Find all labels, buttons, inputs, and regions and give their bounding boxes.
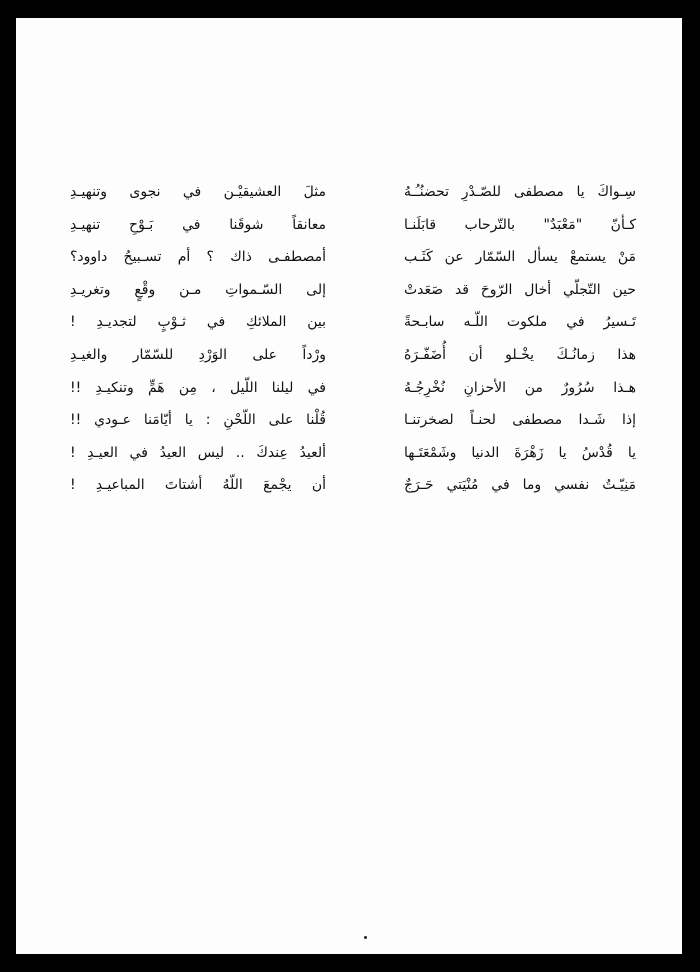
verse-right-5: تَـسيرُ في ملكوت اللّـه سابـحةً <box>404 314 636 331</box>
verse-right-9: يا قُدْسُ يا زَهْرَةَ الدنيا وشَمْعَتَـها <box>404 444 636 461</box>
verse-right-3: مَنْ يستمعْ يسأل السّمّار عن كَثَـب <box>404 249 636 266</box>
verse-left-1: مثلَ العشيقيْـن في نجوى وتنهيـدِ <box>70 184 326 200</box>
verse-left-9: ألعيدُ عِندكَ .. ليس العيدُ في العيـدِ ! <box>70 444 326 461</box>
verse-left-6: ورْداً على الوَرْدِ للسّمّار والغيـدِ <box>70 346 326 363</box>
poem-left-column <box>70 183 326 509</box>
scanned-page <box>16 18 682 954</box>
scan-speck <box>364 936 367 939</box>
verse-left-10: أن يجْمعَ اللّهُ أشتاتَ المباعيـدِ ! <box>70 477 326 494</box>
verse-left-4: إلى السّـمواتِ مـن وقْعٍ وتغريـدِ <box>70 281 326 298</box>
verse-right-7: هـذا سُرُورٌ من الأحزانِ نُخْرِجُـهُ <box>404 379 636 396</box>
verse-left-7: في ليلنا اللّيل ، مِن هَمٍّ وتنكيـدِ !! <box>70 379 326 396</box>
verse-right-4: حين التّجلّي أخال الرّوحَ قد صَعَدتْ <box>404 281 636 298</box>
verse-right-10: مَنِيّـتُ نفسي وما في مُنْيَتي حَـرَجٌ <box>404 477 636 494</box>
verse-right-6: هذا زمانُـكَ يخْـلو أن أُضَفّـرَهُ <box>404 346 636 363</box>
verse-right-8: إذا شَـدا مصطفى لحنـاً لصخرتنـا <box>404 412 636 429</box>
poem-right-column <box>404 183 636 509</box>
verse-right-2: كـأنّ "مَعْبَدٌ" بالتّرحاب قابَلَنـا <box>404 216 636 233</box>
verse-left-8: قُلْنا على اللّحْنِ : يا أيّامَنا عـودي !! <box>70 412 326 429</box>
verse-left-3: أمصطفـى ذاك ؟ أم تسـبيحُ داوود؟ <box>70 249 326 266</box>
verse-right-1: سِـواكَ يا مصطفى للصّـدْرِ تحضنُـُـهُ <box>404 184 636 200</box>
verse-left-5: بين الملائكِ في ثـوْبٍ لتجديـدِ ! <box>70 314 326 331</box>
verse-left-2: معانقاً شوقَنا في بَـوْحِ تنهيـدِ <box>70 216 326 233</box>
